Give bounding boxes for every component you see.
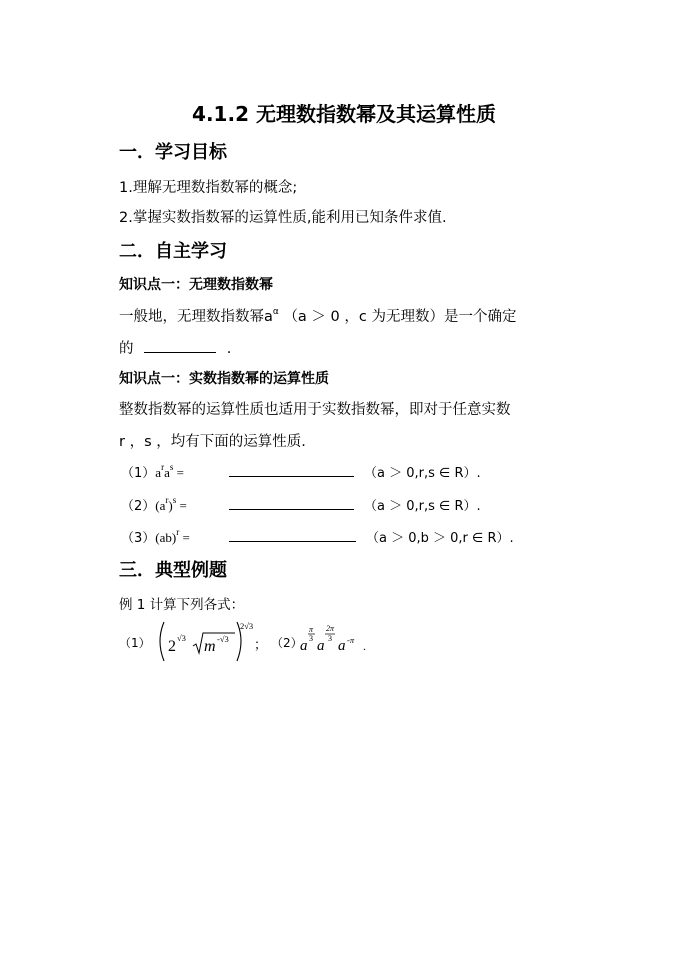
property-2-blank[interactable] xyxy=(229,495,354,510)
expr-2-a2: a xyxy=(317,638,325,654)
property-1-blank[interactable] xyxy=(229,462,354,477)
property-number: （3） xyxy=(121,531,156,546)
kp1-sup-alpha: α xyxy=(272,307,279,317)
property-2-condition: （a ＞ 0,r,s ∈ R）. xyxy=(364,499,481,514)
kp1-line2-text: 的 xyxy=(119,341,134,357)
knowledge-point-2-heading: 知识点一：实数指数幂的运算性质 xyxy=(119,371,329,387)
expr-1-formula xyxy=(155,617,255,667)
knowledge-point-1-heading: 知识点一：无理数指数幂 xyxy=(119,277,273,293)
expr-2-sup2-num: 2π xyxy=(326,624,335,633)
expr-separator: ； xyxy=(254,638,268,653)
kp1-line2-end: . xyxy=(226,341,232,357)
expr-1-number: （1） xyxy=(119,636,151,650)
property-1-condition: （a ＞ 0,r,s ∈ R）. xyxy=(364,466,481,481)
objective-item-1: 1.理解无理数指数幂的概念; xyxy=(119,180,298,196)
expr-2-number: （2） xyxy=(271,636,303,650)
kp2-line-2: r ，s ，均有下面的运算性质. xyxy=(119,434,306,450)
kp1-line-1 xyxy=(119,305,516,326)
kp1-blank[interactable] xyxy=(144,338,216,353)
expr-1-base: 2 xyxy=(168,638,176,655)
expr-2-sup1-den: 3 xyxy=(309,634,313,643)
property-row xyxy=(121,527,190,546)
property-expr: $a^ra^s$ = xyxy=(155,462,184,480)
page-title: 4.1.2 无理数指数幂及其运算性质 xyxy=(192,102,496,126)
property-expr: (ab)$^r$ = xyxy=(155,527,190,545)
expr-2-a3: a xyxy=(338,638,346,654)
property-3-condition: （a ＞ 0,b ＞ 0,r ∈ R）. xyxy=(366,531,514,546)
property-expr: $(a^r)^s$ = xyxy=(155,495,187,513)
expr-2-sup1-num: π xyxy=(309,625,314,634)
property-number: （2） xyxy=(121,499,156,514)
example-1-label: 例 1 计算下列各式： xyxy=(119,597,245,613)
section-heading-examples: 三．典型例题 xyxy=(119,560,227,581)
property-row xyxy=(121,495,187,514)
kp1-text-b: （a ＞ 0 ，c 为无理数）是一个确定 xyxy=(283,309,517,325)
expr-2-formula xyxy=(300,622,375,656)
left-paren-icon xyxy=(160,622,164,661)
property-row xyxy=(121,462,184,481)
section-heading-objectives: 一．学习目标 xyxy=(119,142,227,163)
property-number: （1） xyxy=(121,466,156,481)
expr-1-m: m xyxy=(204,638,216,655)
expr-2-a1: a xyxy=(300,638,308,654)
expr-1-m-sup: -√3 xyxy=(217,634,229,644)
expr-2-end: . xyxy=(363,639,366,653)
expr-2-sup3: -π xyxy=(347,635,355,645)
expr-2-sup2-den: 3 xyxy=(328,634,332,643)
kp1-line-2 xyxy=(119,337,231,358)
expr-1-inner-sup: √3 xyxy=(177,633,186,643)
section-heading-self-study: 二．自主学习 xyxy=(119,241,227,262)
property-3-blank[interactable] xyxy=(229,527,356,542)
kp1-text-a: 一般地，无理数指数幂a xyxy=(119,309,273,325)
expr-1-outer-sup: 2√3 xyxy=(240,621,254,631)
kp2-line-1: 整数指数幂的运算性质也适用于实数指数幂，即对于任意实数 xyxy=(119,402,511,418)
objective-item-2: 2.掌握实数指数幂的运算性质,能利用已知条件求值. xyxy=(119,210,447,226)
